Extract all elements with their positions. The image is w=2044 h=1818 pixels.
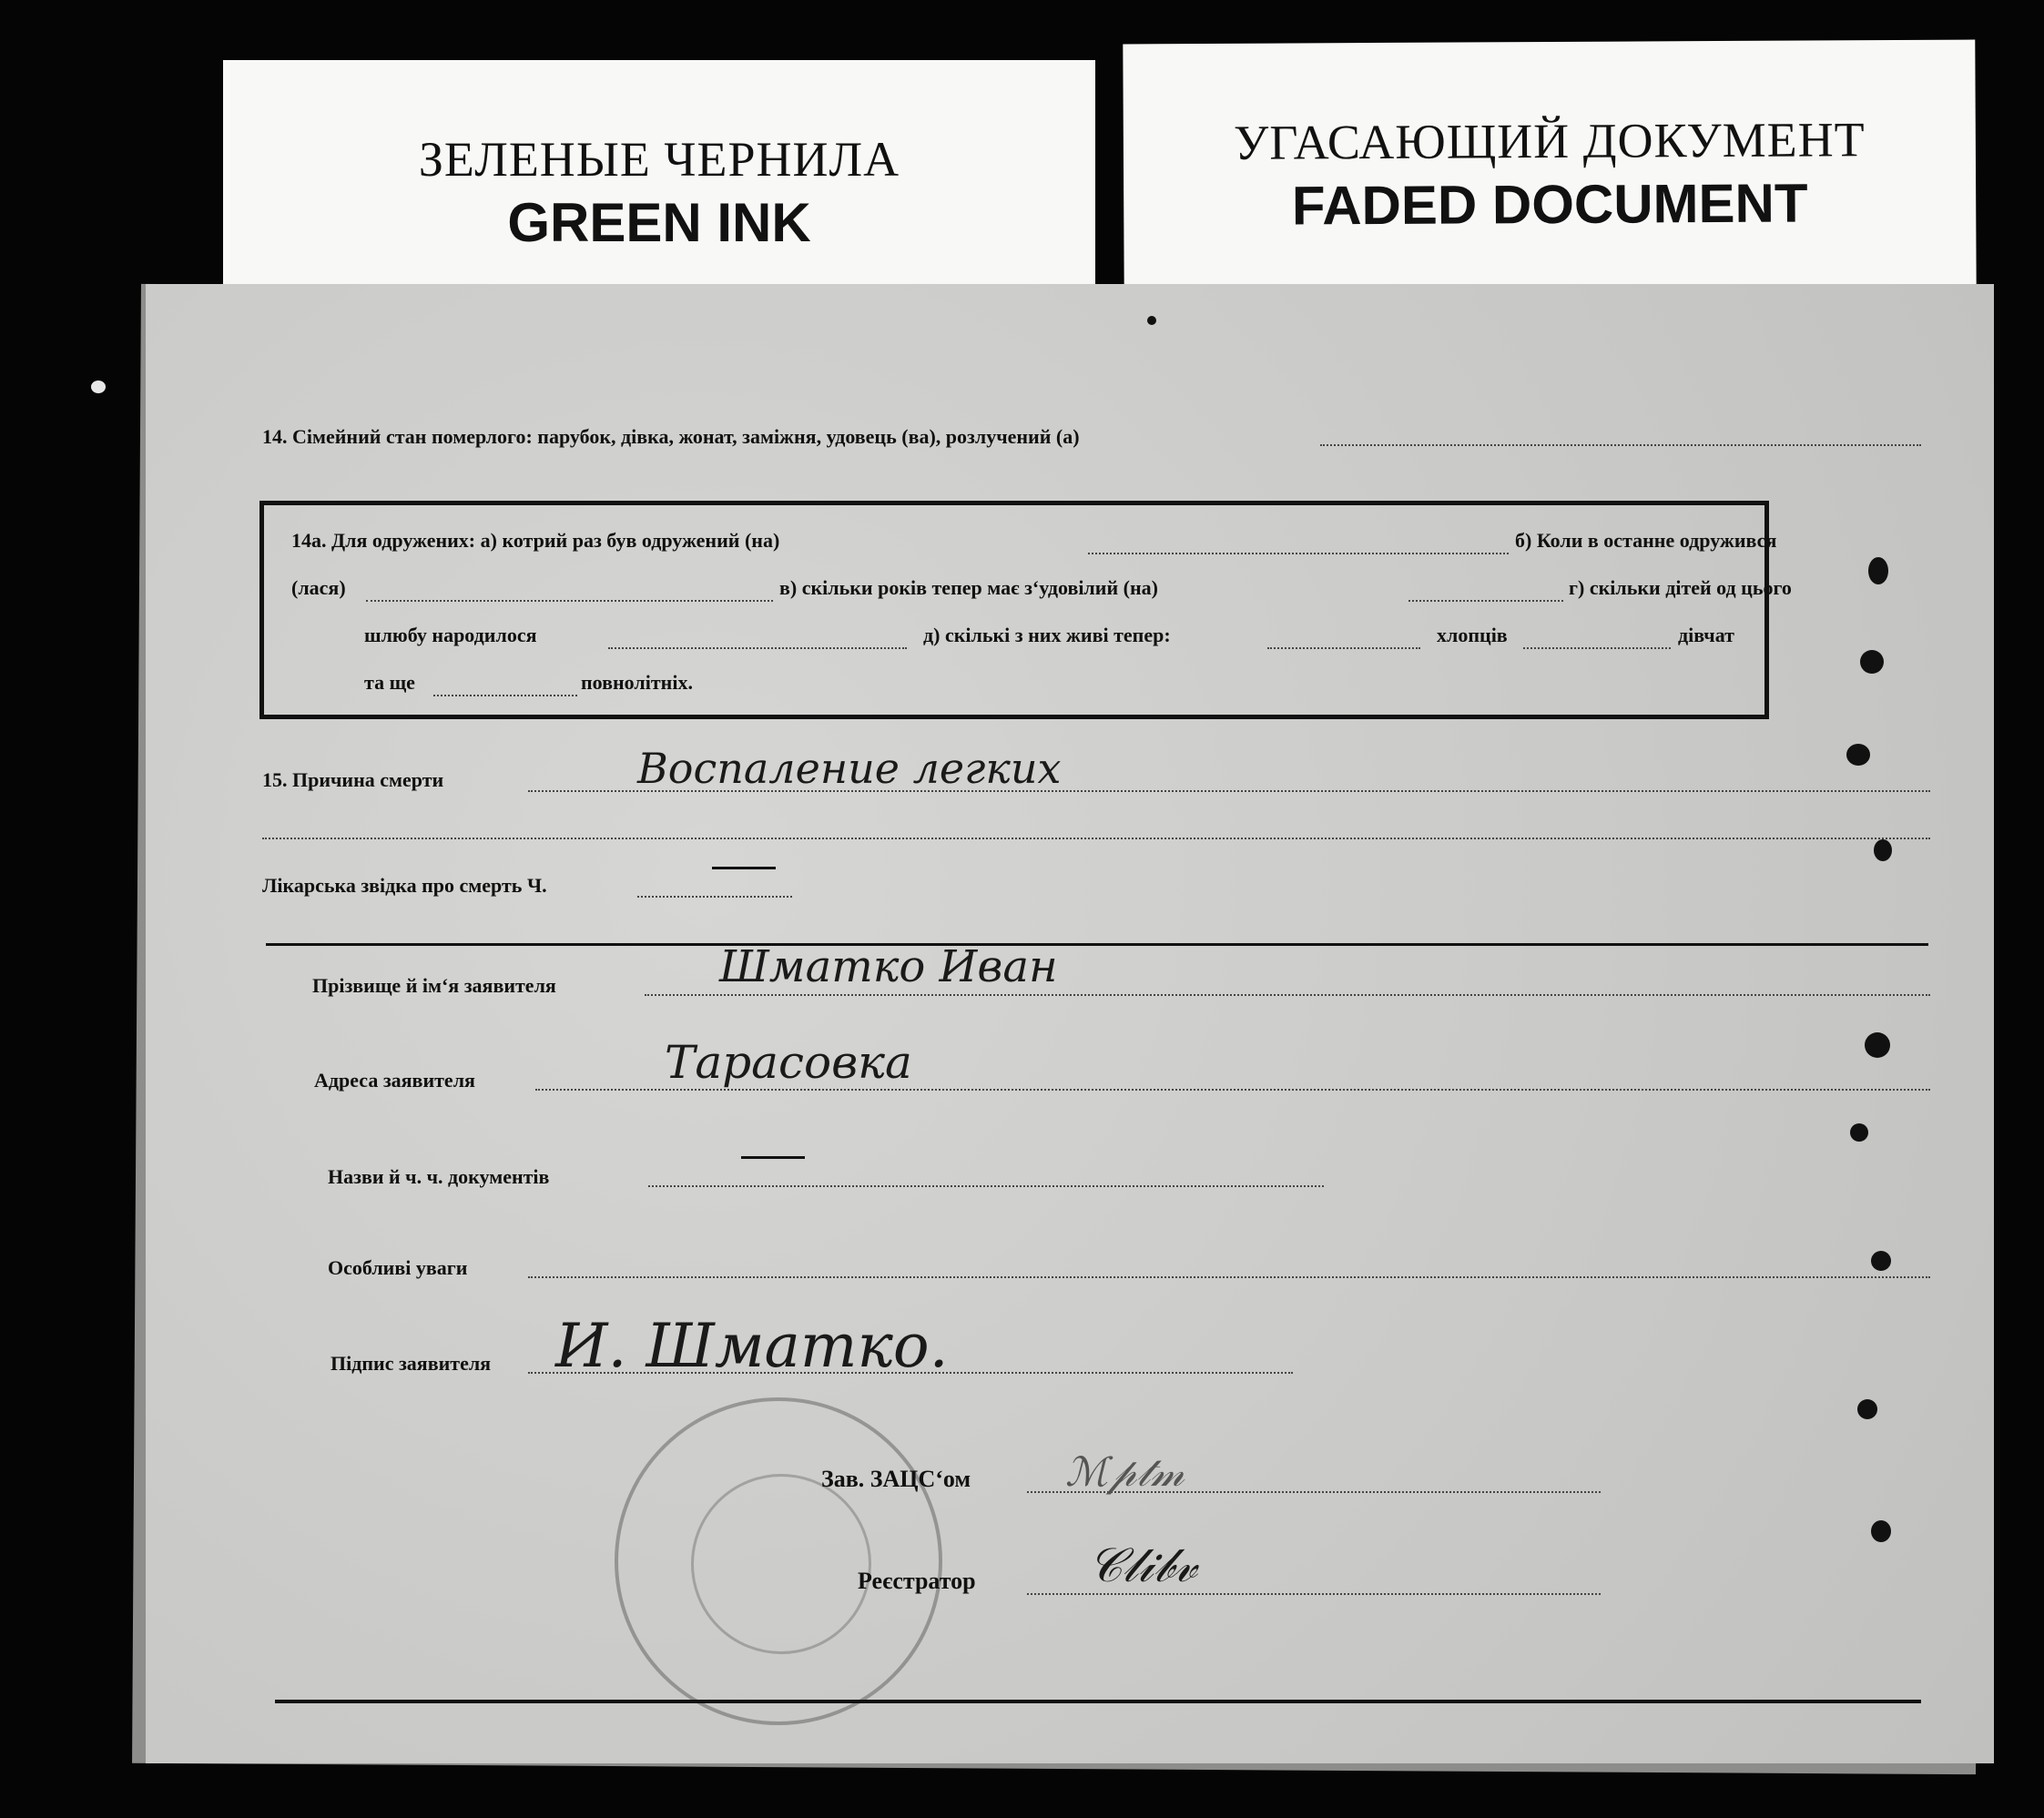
applicant-signature: И. Шматко.	[555, 1311, 949, 1381]
applicant-address-value: Тарасовка	[665, 1036, 912, 1089]
registrar-label: Реєстратор	[858, 1568, 976, 1594]
bottom-rule	[275, 1700, 1921, 1703]
binding-hole	[1860, 650, 1884, 674]
binding-hole	[1846, 744, 1870, 766]
item14a-line3-b: д) скількі з них живі тепер:	[923, 624, 1171, 646]
item14a-line2-dots-2	[1408, 600, 1563, 602]
item14a-line1-b: б) Коли в останне одружився	[1515, 529, 1777, 552]
item14a-box	[259, 501, 1792, 719]
death-record-form	[146, 284, 1994, 1763]
binding-hole	[1850, 1123, 1868, 1142]
documents-label: Назви й ч. ч. документів	[328, 1165, 550, 1188]
item15-cause-of-death-value: Воспаление легких	[637, 744, 1062, 793]
applicant-address-label: Адреса заявителя	[314, 1069, 475, 1092]
item14a-line1-dots	[1088, 553, 1509, 554]
medical-certificate-label: Лікарська звідка про смерть Ч.	[262, 874, 547, 897]
binding-hole	[1874, 839, 1892, 861]
documents-line	[648, 1185, 1324, 1187]
green-ink-label-en: GREEN INK	[507, 192, 811, 253]
applicant-address-line	[535, 1089, 1930, 1091]
item14a-line3-d: дівчат	[1678, 624, 1734, 646]
item15-line-2	[262, 838, 1930, 839]
item14a-line4-a: та ще	[364, 671, 415, 694]
official-seal-stamp	[615, 1397, 942, 1725]
item15-cause-of-death-label: 15. Причина смерти	[262, 768, 444, 791]
registrar-signature: 𝒞𝓁𝒾𝒷𝓋	[1088, 1539, 1197, 1593]
notes-label: Особливі уваги	[328, 1256, 468, 1279]
green-ink-label-ru: ЗЕЛЕНЫЕ ЧЕРНИЛА	[418, 132, 900, 187]
item14a-line1-a: 14а. Для одружених: а) котрий раз був одружений (на)	[291, 529, 780, 552]
applicant-name-label: Прізвище й ім‘я заявителя	[312, 974, 556, 997]
item14a-line2-c: г) скільки дітей од цього	[1569, 576, 1792, 599]
item14a-line2-a: (лася)	[291, 576, 346, 599]
binding-hole	[1857, 1399, 1877, 1419]
binding-hole	[1871, 1520, 1891, 1542]
item14a-line3-dots-1	[608, 647, 907, 649]
item14a-line3-a: шлюбу народилося	[364, 624, 537, 646]
item14-marital-status-label: 14. Сімейний стан померлого: парубок, дівка, жонат, заміжня, удовець (ва), розлучений (а)	[262, 425, 1080, 448]
background-speck	[91, 381, 106, 393]
medical-certificate-dash	[712, 867, 776, 869]
green-ink-label-card	[223, 60, 1095, 284]
item14a-line3-c: хлопців	[1437, 624, 1508, 646]
faded-document-label-card	[1123, 40, 1976, 290]
applicant-name-value: Шматко Иван	[719, 941, 1058, 992]
notes-line	[528, 1276, 1930, 1278]
item14a-line2-b: в) скільки років тепер має з‘удовілий (на)	[779, 576, 1158, 599]
documents-dash	[741, 1156, 805, 1159]
seal-inner-ring	[691, 1474, 871, 1654]
item14a-line3-dots-2	[1267, 647, 1420, 649]
item14-line	[1320, 444, 1921, 446]
applicant-name-line	[645, 994, 1930, 996]
faded-document-label-ru: УГАСАЮЩИЙ ДОКУМЕНТ	[1233, 112, 1866, 170]
signature-label: Підпис заявителя	[330, 1352, 492, 1375]
head-of-registry-label: Зав. ЗАЦС‘ом	[821, 1466, 971, 1492]
binding-hole	[1871, 1251, 1891, 1271]
faded-document-label-en: FADED DOCUMENT	[1291, 172, 1808, 237]
item14a-line2-dots-1	[366, 600, 773, 602]
item14a-line4-b: повнолітніх.	[581, 671, 693, 694]
item14a-line3-dots-3	[1523, 647, 1671, 649]
binding-hole	[1865, 1032, 1890, 1058]
section-rule-1	[266, 943, 1928, 946]
head-of-registry-signature: ℳ𝓅𝓉𝓂	[1065, 1449, 1185, 1496]
medical-certificate-line	[637, 896, 792, 898]
binding-hole	[1868, 557, 1888, 584]
item14a-line4-dots	[433, 695, 577, 696]
paper-speck	[1147, 316, 1156, 325]
